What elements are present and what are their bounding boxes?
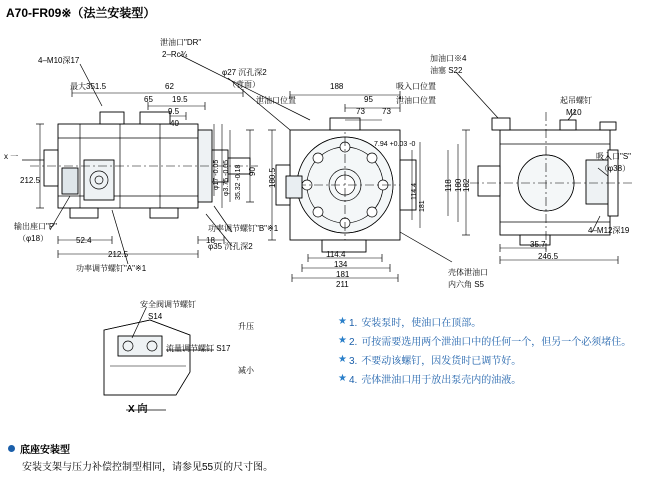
label-90: 90 bbox=[248, 167, 257, 176]
label-decrease: 减小 bbox=[238, 366, 254, 375]
label-phi35-counterbore: φ35 沉孔深2 bbox=[208, 242, 253, 251]
label-power-screw-a: 功率调节螺钉"A"※1 bbox=[76, 264, 147, 273]
note-text: 壳体泄油口用于放出泵壳内的油液。 bbox=[361, 375, 522, 386]
label-62: 62 bbox=[165, 82, 174, 91]
label-95: 95 bbox=[364, 95, 373, 104]
label-s14: S14 bbox=[148, 312, 163, 321]
note-item bbox=[338, 335, 658, 350]
label-35-32: 35.32 -0.18 bbox=[235, 164, 242, 200]
label-case-drain: 壳体泄油口 bbox=[448, 268, 488, 277]
label-9-5: 9.5 bbox=[168, 107, 180, 116]
label-hex-s5: 内六角 S5 bbox=[448, 280, 485, 289]
label-output-port: 输出座口"P" bbox=[14, 222, 58, 231]
label-suction-dia: （φ38） bbox=[600, 164, 631, 173]
label-suction-port: 吸入口"S" bbox=[596, 152, 632, 161]
label-114-4-v: 114.4 bbox=[411, 183, 418, 200]
label-73-b: 73 bbox=[382, 107, 391, 116]
label-suction-port-pos: 吸入口位置 bbox=[396, 82, 436, 91]
label-73-a: 73 bbox=[356, 107, 365, 116]
label-4-m12: 4–M12深19 bbox=[588, 226, 630, 235]
note-number: 4. bbox=[348, 375, 358, 386]
label-19-5: 19.5 bbox=[172, 95, 188, 104]
label-power-screw-b: 功率调节螺钉"B"※1 bbox=[208, 224, 279, 233]
page-title: A70-FR09※（法兰安装型） bbox=[6, 6, 156, 20]
star-icon: ★ bbox=[338, 373, 347, 384]
bullet-icon bbox=[8, 445, 15, 452]
label-26-2: 212.5 bbox=[20, 176, 41, 185]
label-phi27-counterbore: φ27 沉孔深2 bbox=[222, 68, 267, 77]
note-item bbox=[338, 354, 658, 369]
label-181: 181 bbox=[336, 270, 350, 279]
note-text: 不要动该螺钉，因发货时已调节好。 bbox=[361, 356, 522, 367]
note-text: 安装泵时，使油口在顶部。 bbox=[361, 318, 482, 329]
label-x-direction: X 向 bbox=[128, 404, 148, 415]
footer-heading: 底座安装型 bbox=[20, 445, 70, 456]
label-134: 134 bbox=[334, 260, 348, 269]
label-118: 118 bbox=[444, 179, 453, 192]
star-icon: ★ bbox=[338, 335, 347, 346]
label-m10: M10 bbox=[566, 108, 582, 117]
label-backside: （背面） bbox=[228, 80, 260, 89]
notes-list bbox=[338, 316, 658, 388]
star-icon: ★ bbox=[338, 316, 347, 327]
footer-text: 安装支架与压力补偿控制型相同，请参见55页的尺寸图。 bbox=[22, 462, 274, 473]
label-180: 180 bbox=[454, 178, 463, 192]
label-211: 211 bbox=[336, 280, 349, 289]
label-drain-port: 泄油口"DR" bbox=[160, 38, 202, 47]
note-text: 可按需要选用两个泄油口中的任何一个，但另一个必须堵住。 bbox=[361, 337, 632, 348]
label-phi3-75: φ3.75 -0.05 bbox=[223, 159, 230, 196]
label-2-rc: 2–Rc¾ bbox=[162, 50, 188, 59]
label-pressure-up: 升压 bbox=[238, 322, 254, 331]
note-number: 2. bbox=[348, 337, 358, 348]
label-246-5: 246.5 bbox=[538, 252, 559, 261]
note-number: 1. bbox=[348, 318, 358, 329]
label-181-v: 181 bbox=[419, 200, 426, 212]
label-relief-screw: 安全阀调节螺钉 bbox=[140, 300, 196, 309]
label-188: 188 bbox=[330, 82, 344, 91]
note-item bbox=[338, 316, 658, 331]
label-phi17: φ17 -0.05 bbox=[213, 159, 220, 190]
note-number: 3. bbox=[348, 356, 358, 367]
label-40: 40 bbox=[170, 119, 179, 128]
star-icon: ★ bbox=[338, 354, 347, 365]
label-114-4: 114.4 bbox=[326, 250, 346, 259]
label-drain-port-pos-right: 泄油口位置 bbox=[396, 96, 436, 105]
label-7-94: 7.94 +0.03 -0 bbox=[374, 141, 416, 148]
label-212-5: 212.5 bbox=[108, 250, 129, 259]
label-4-m10: 4–M10深17 bbox=[38, 56, 80, 65]
label-plug-s22: 油塞 S22 bbox=[430, 66, 463, 75]
label-35-7: 35.7 bbox=[530, 240, 546, 249]
label-output-port-dia: （φ18） bbox=[18, 234, 49, 243]
label-52-4: 52.4 bbox=[76, 236, 92, 245]
label-182: 182 bbox=[462, 178, 471, 192]
note-item bbox=[338, 373, 658, 388]
label-filler-port: 加油口※4 bbox=[430, 54, 467, 63]
footer-heading-row bbox=[8, 440, 70, 458]
label-lifting-screw: 起吊螺钉 bbox=[560, 96, 592, 105]
label-180-5: 180.5 bbox=[268, 167, 277, 188]
label-x-arrow: x 一 bbox=[4, 152, 19, 161]
label-drain-port-pos-left: 泄油口位置 bbox=[256, 96, 296, 105]
label-flow-screw-s17: 流量调节螺钉 S17 bbox=[166, 344, 231, 353]
label-18: 18 bbox=[206, 236, 215, 245]
label-max-351: 最大351.5 bbox=[70, 82, 107, 91]
label-65: 65 bbox=[144, 95, 153, 104]
